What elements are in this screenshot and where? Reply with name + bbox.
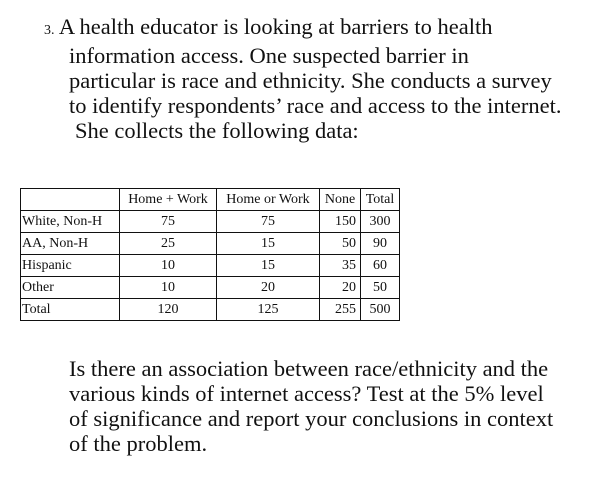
table-cell: 300 bbox=[361, 211, 400, 233]
table-row bbox=[21, 255, 400, 277]
table-cell: 50 bbox=[361, 277, 400, 299]
table-cell: 60 bbox=[361, 255, 400, 277]
row-label: White, Non-H bbox=[21, 211, 120, 233]
table-cell: 50 bbox=[320, 233, 361, 255]
table-cell: 10 bbox=[120, 255, 217, 277]
problem-text-line: to identify respondents’ race and access to the internet. bbox=[69, 93, 562, 118]
question-line: of the problem. bbox=[69, 431, 208, 456]
table-cell: 120 bbox=[120, 299, 217, 321]
table-cell: 125 bbox=[217, 299, 320, 321]
question-line: Is there an association between race/ethnicity and the bbox=[69, 356, 549, 381]
table-row bbox=[21, 233, 400, 255]
problem-line-1 bbox=[44, 14, 609, 43]
table-row bbox=[21, 299, 400, 321]
table-cell: 15 bbox=[217, 233, 320, 255]
table-row bbox=[21, 277, 400, 299]
data-table bbox=[20, 188, 400, 321]
table-cell: 15 bbox=[217, 255, 320, 277]
table-cell: 10 bbox=[120, 277, 217, 299]
table-cell: 35 bbox=[320, 255, 361, 277]
row-label: Total bbox=[21, 299, 120, 321]
table-cell: 75 bbox=[120, 211, 217, 233]
column-header-total: Total bbox=[361, 189, 400, 211]
question-line: of significance and report your conclusions in context bbox=[69, 406, 554, 431]
question-text bbox=[69, 356, 609, 456]
table-cell: 90 bbox=[361, 233, 400, 255]
table-header-row bbox=[21, 189, 400, 211]
table-cell: 20 bbox=[217, 277, 320, 299]
table-cell: 20 bbox=[320, 277, 361, 299]
table-row bbox=[21, 211, 400, 233]
table-cell: 500 bbox=[361, 299, 400, 321]
row-label: AA, Non-H bbox=[21, 233, 120, 255]
question-line: various kinds of internet access? Test at the 5% level bbox=[69, 381, 544, 406]
table-cell: 25 bbox=[120, 233, 217, 255]
problem-text-line: She collects the following data: bbox=[75, 118, 359, 143]
problem-text-line: particular is race and ethnicity. She conducts a survey bbox=[69, 68, 552, 93]
column-header-none: None bbox=[320, 189, 361, 211]
table-cell: 255 bbox=[320, 299, 361, 321]
table-corner-cell bbox=[21, 189, 120, 211]
problem-number: 3. bbox=[44, 23, 55, 38]
table-cell: 150 bbox=[320, 211, 361, 233]
column-header-home-or-work: Home or Work bbox=[217, 189, 320, 211]
column-header-home-work: Home + Work bbox=[120, 189, 217, 211]
row-label: Hispanic bbox=[21, 255, 120, 277]
row-label: Other bbox=[21, 277, 120, 299]
problem-statement bbox=[44, 14, 609, 143]
table-cell: 75 bbox=[217, 211, 320, 233]
problem-text-line: information access. One suspected barrier in bbox=[69, 43, 469, 68]
problem-text-line: A health educator is looking at barriers to health bbox=[58, 14, 493, 39]
